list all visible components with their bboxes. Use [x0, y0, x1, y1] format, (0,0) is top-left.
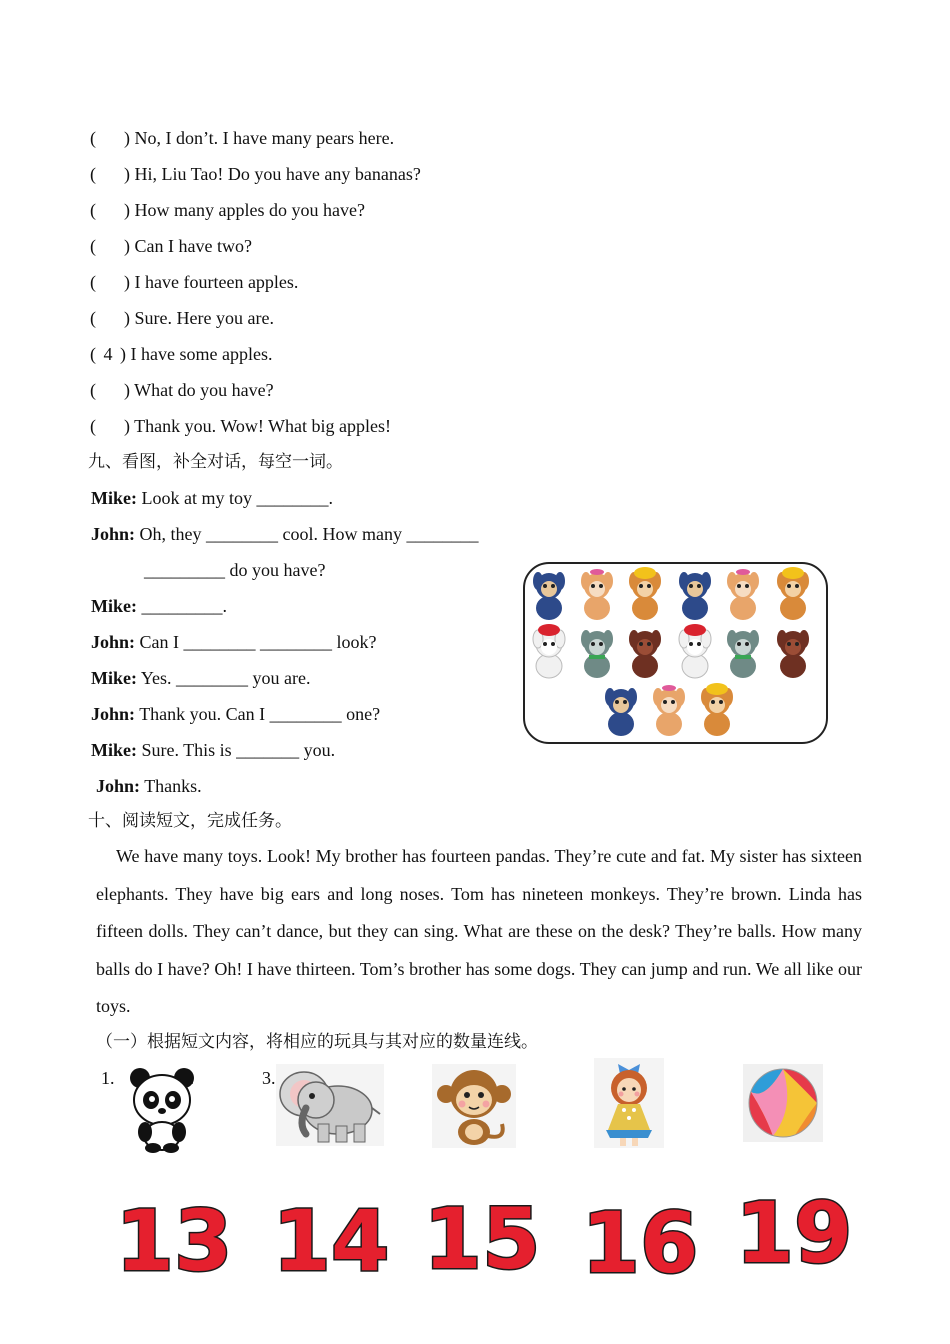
- puppy-icon: [679, 572, 711, 620]
- puppy-icon: [679, 624, 711, 678]
- puppy-icon: [581, 569, 613, 620]
- number-14-card[interactable]: [272, 1192, 390, 1290]
- puppy-icon: [727, 569, 759, 620]
- number-16-card[interactable]: [581, 1194, 699, 1292]
- number-label: 19: [735, 1184, 853, 1282]
- dialogue-line: John: Thanks.: [96, 776, 202, 796]
- dialogue-line: Mike: Look at my toy ________.: [91, 488, 333, 508]
- dialogue-line: Mike: _________.: [91, 596, 227, 616]
- puppy-icon: [581, 630, 613, 678]
- number-19-card[interactable]: [735, 1184, 853, 1282]
- order-item: ( ) Thank you. Wow! What big apples!: [90, 416, 392, 436]
- svg-text:.: .: [190, 1071, 194, 1088]
- section-10-title: 十、阅读短文，完成任务。: [88, 811, 292, 831]
- number-label: 14: [272, 1192, 390, 1290]
- puppy-icon: [727, 630, 759, 678]
- order-item: ( ) Sure. Here you are.: [90, 308, 274, 328]
- number-15-card[interactable]: [423, 1190, 541, 1288]
- order-item: ( ) Hi, Liu Tao! Do you have any bananas?: [90, 164, 421, 184]
- number-label: 16: [581, 1194, 699, 1292]
- number-13-card[interactable]: [115, 1192, 233, 1290]
- order-item: ( ) I have fourteen apples.: [90, 272, 299, 292]
- puppy-group-icon: [525, 564, 826, 742]
- puppy-icon: [629, 567, 661, 620]
- puppy-icon: [533, 624, 565, 678]
- puppy-icon: [777, 630, 809, 678]
- dialogue-line: _________ do you have?: [144, 560, 326, 580]
- dialogue-line: John: Thank you. Can I ________ one?: [91, 704, 381, 724]
- order-item: ( ) How many apples do you have?: [90, 200, 365, 220]
- item-label: 1.: [101, 1068, 115, 1088]
- section-9-title: 九、看图，补全对话，每空一词。: [88, 452, 343, 472]
- number-label: 15: [423, 1190, 541, 1288]
- ball-icon[interactable]: [743, 1064, 823, 1142]
- puppy-icon: [533, 572, 565, 620]
- dialogue-line: John: Oh, they ________ cool. How many ________: [91, 524, 479, 544]
- order-item: ( ) No, I don’t. I have many pears here.: [90, 128, 395, 148]
- puppy-icon: [629, 630, 661, 678]
- puppy-icon: [777, 567, 809, 620]
- reading-passage: We have many toys. Look! My brother has fourteen pandas. They’re cute and fat. My sister has sixteen elephants. They have big ears and long noses. Tom has nineteen monkeys. They’re brown. Linda has fifteen dolls. They can’t dance, but they can sing. What are these on the desk? They’re balls. How many balls do I have? Oh! I have thirteen. Tom’s brother has some dogs. They can jump and run. We all like our toys.: [96, 846, 862, 1016]
- number-label: 13: [115, 1192, 233, 1290]
- subtask-instruction: （一）根据短文内容，将相应的玩具与其对应的数量连线。: [96, 1032, 538, 1052]
- order-item: ( 4 ) I have some apples.: [90, 344, 273, 364]
- monkey-icon[interactable]: [432, 1064, 516, 1148]
- order-item: ( ) What do you have?: [90, 380, 274, 400]
- item-label: 3.: [262, 1068, 276, 1088]
- dialogue-line: John: Can I ________ ________ look?: [91, 632, 377, 652]
- doll-icon[interactable]: [594, 1058, 664, 1148]
- puppy-toys-picture: [523, 562, 828, 744]
- puppy-icon: [653, 685, 685, 736]
- elephant-icon[interactable]: [276, 1064, 384, 1146]
- puppy-icon: [605, 688, 637, 736]
- dialogue-line: Mike: Sure. This is _______ you.: [91, 740, 336, 760]
- dialogue-line: Mike: Yes. ________ you are.: [91, 668, 311, 688]
- panda-icon[interactable]: [128, 1066, 196, 1154]
- puppy-icon: [701, 683, 733, 736]
- order-item: ( ) Can I have two?: [90, 236, 252, 256]
